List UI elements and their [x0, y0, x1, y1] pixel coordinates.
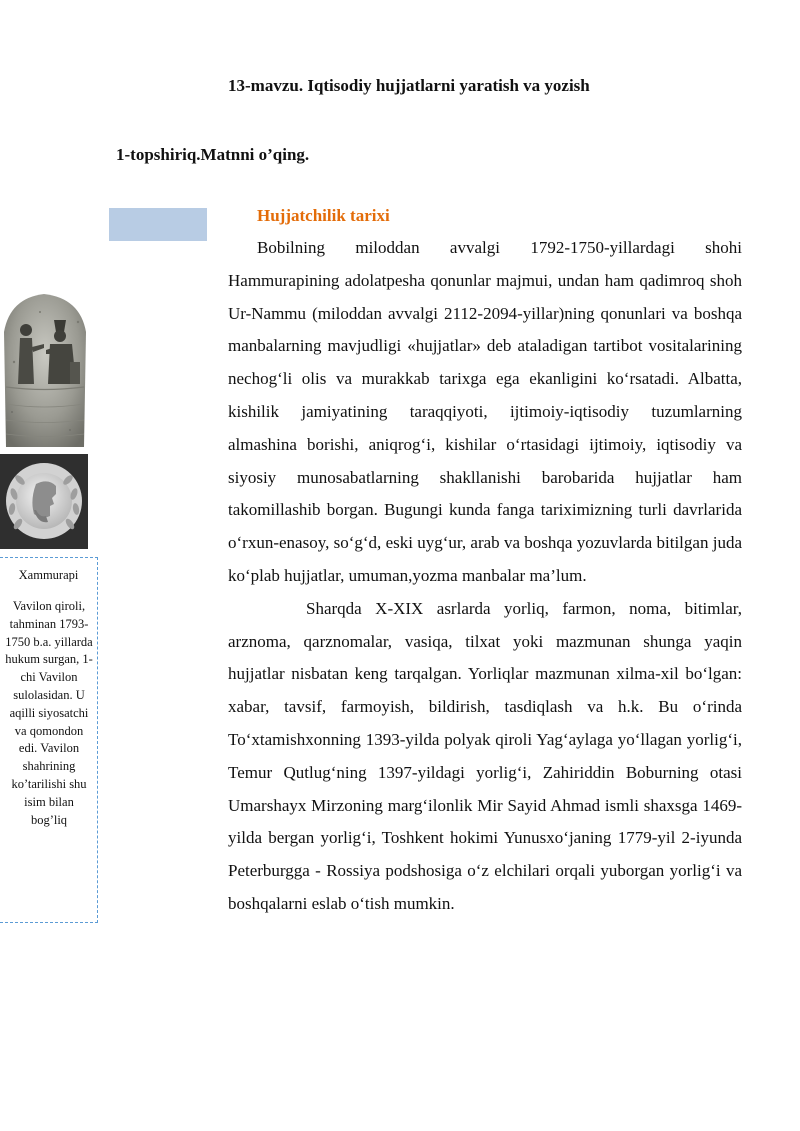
- hammurabi-medal-image: [0, 454, 88, 549]
- sidebar-caption-box: [0, 557, 98, 923]
- section-title: Hujjatchilik tarixi: [257, 206, 390, 225]
- page-title: 13-mavzu. Iqtisodiy hujjatlarni yaratish va yozish: [228, 76, 590, 95]
- hammurabi-stele-image: [0, 292, 88, 447]
- article-body: [228, 232, 742, 921]
- task-heading: 1-topshiriq.Matnni o’qing.: [116, 145, 310, 164]
- sidebar-name: Xammurapi: [18, 568, 79, 582]
- decorative-blue-block: [109, 208, 207, 241]
- paragraph-2: Sharqda X-XIX asrlarda yorliq, farmon, noma, bitimlar, arznoma, qarznomalar, vasiqa, tilxat yoki mazmunan shunga yaqin hujjatlar nisbatan keng tarqalgan. Yorliqlar mazmunan xilma-xil bo‘lgan: xabar, tavsif, farmoyish, bildirish, tasdiqlash va h.k. Bu o‘rinda To‘xtamishxonning 1393-yilda polyak qiroli Yag‘aylaga yo‘llagan yorlig‘i, Temur Qutlug‘ning 1397-yildagi yorlig‘i, Zahiriddin Boburning otasi Umarshayx Mirzoning marg‘ilonlik Mir Sayid Ahmad ismli shaxsga 1469-yilda bergan yorlig‘i, Toshkent hokimi Yunusxo‘janing 1779-yil 2-iyunda Peterburgga - Rossiya podshosiga o‘z elchilari orqali yuborgan yorlig‘i va boshqalarni eslab o‘tish mumkin.: [228, 598, 742, 913]
- paragraph-1: Bobilning miloddan avvalgi 1792-1750-yillardagi shohi Hammurapining adolatpesha qonunlar majmui, undan ham qadimroq shoh Ur-Nammu (miloddan avvalgi 2112-2094-yillar)ning qonunlari va boshqa manbalarning mavjudligi «hujjatlar» deb ataladigan tartibot vositalarining nechog‘li olis va murakkab tarixga ega ekanligini ko‘rsatadi. Albatta, kishilik jamiyatining taraqqiyoti, ijtimoiy-iqtisodiy tuzumlarning almashina borishi, aniqrog‘i, kishilar o‘rtasidagi ijtimoiy, iqtisodiy va siyosiy munosabatlarning shakllanishi barobarida hujjatlar ham takomillashib borgan. Bugungi kunda fanga tariximizning turli davrlarida o‘rxun-enasoy, so‘g‘d, eski uyg‘ur, arab va boshqa yozuvlarda bitilgan juda ko‘plab hujjatlar, umuman,yozma manbalar ma’lum.: [228, 238, 742, 585]
- sidebar-caption: Vavilon qiroli, tahminan 1793-1750 b.a. yillarda hukum surgan, 1-chi Vavilon sulolasidan. U aqilli siyosatchi va qomondon edi. Vavilon shahrining ko’tarilishi shu isim bilan bog’liq: [5, 599, 93, 827]
